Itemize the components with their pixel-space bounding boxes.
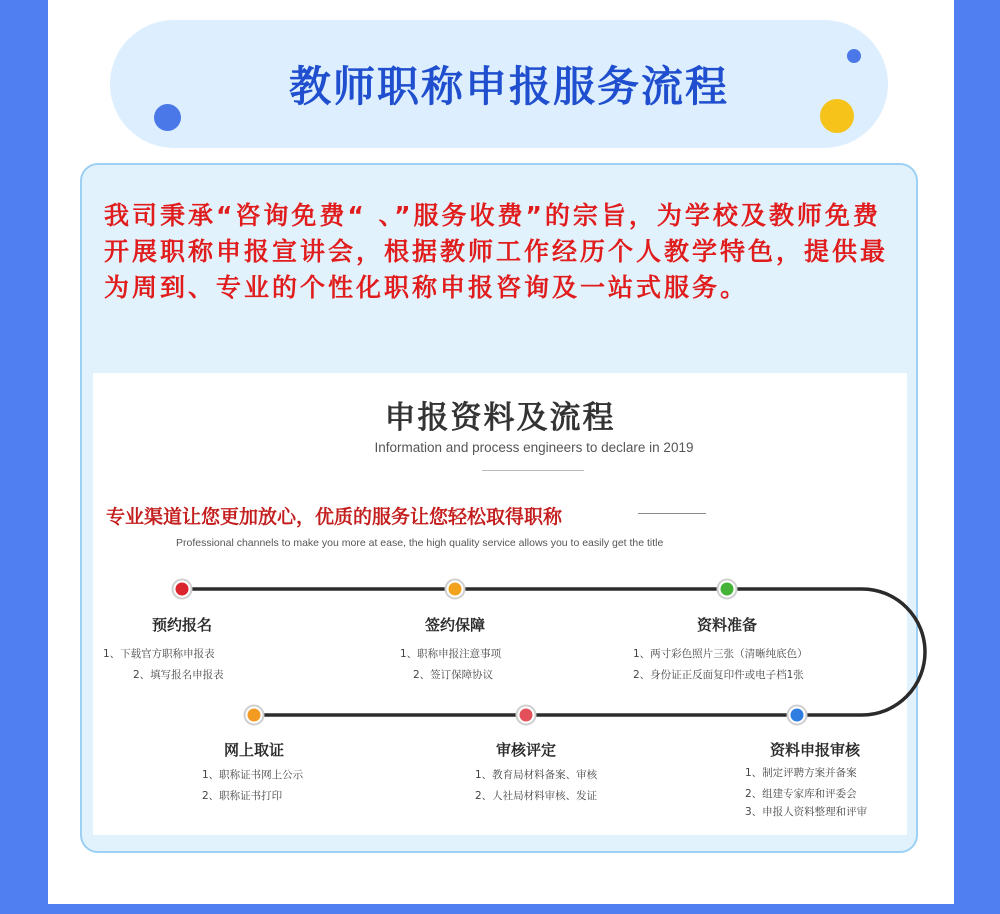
- step-detail: 2、人社局材料审核、发证: [475, 790, 598, 802]
- step-detail: 2、身份证正反面复印件或电子档1张: [633, 669, 804, 681]
- step-detail: 1、教育局材料备案、审核: [475, 769, 598, 781]
- page-title: 教师职称申报服务流程: [288, 62, 729, 111]
- step-node: [721, 583, 734, 596]
- step-node: [248, 709, 261, 722]
- step-title: 签约保障: [424, 616, 485, 634]
- step-detail: 1、下载官方职称申报表: [103, 648, 215, 660]
- step-node: [449, 583, 462, 596]
- step-node: [791, 709, 804, 722]
- step-detail: 2、签订保障协议: [413, 669, 494, 681]
- step-detail: 1、职称申报注意事项: [400, 648, 502, 660]
- step-detail: 2、职称证书打印: [202, 790, 283, 802]
- step-detail: 1、职称证书网上公示: [202, 769, 304, 781]
- flow-connector-line: [182, 589, 925, 715]
- step-node: [520, 709, 533, 722]
- step-detail: 1、制定评聘方案并备案: [745, 767, 857, 779]
- step-title: 预约报名: [151, 616, 212, 634]
- step-title: 审核评定: [495, 741, 556, 759]
- slogan-english: Professional channels to make you more at ease, the high quality service allows you to easily get the title: [176, 537, 664, 549]
- slogan: 专业渠道让您更加放心，优质的服务让您轻松取得职称: [106, 506, 563, 528]
- panel-subtitle: Information and process engineers to declare in 2019: [374, 440, 694, 455]
- panel-title: 申报资料及流程: [384, 400, 616, 436]
- step-node: [176, 583, 189, 596]
- step-title: 资料申报审核: [769, 741, 860, 759]
- intro-paragraph: 我司秉承“咨询免费“ 、”服务收费”的宗旨，为学校及教师免费开展职称申报宣讲会，根据教师工作经历个人教学特色，提供最为周到、专业的个性化职称申报咨询及一站式服务。: [104, 201, 889, 302]
- step-detail: 2、组建专家库和评委会: [745, 788, 857, 800]
- step-detail: 1、两寸彩色照片三张（清晰纯底色）: [633, 648, 808, 660]
- step-detail: 2、填写报名申报表: [133, 669, 224, 681]
- step-title: 网上取证: [223, 741, 284, 759]
- step-title: 资料准备: [696, 616, 757, 634]
- step-detail: 3、申报人资料整理和评审: [745, 806, 868, 818]
